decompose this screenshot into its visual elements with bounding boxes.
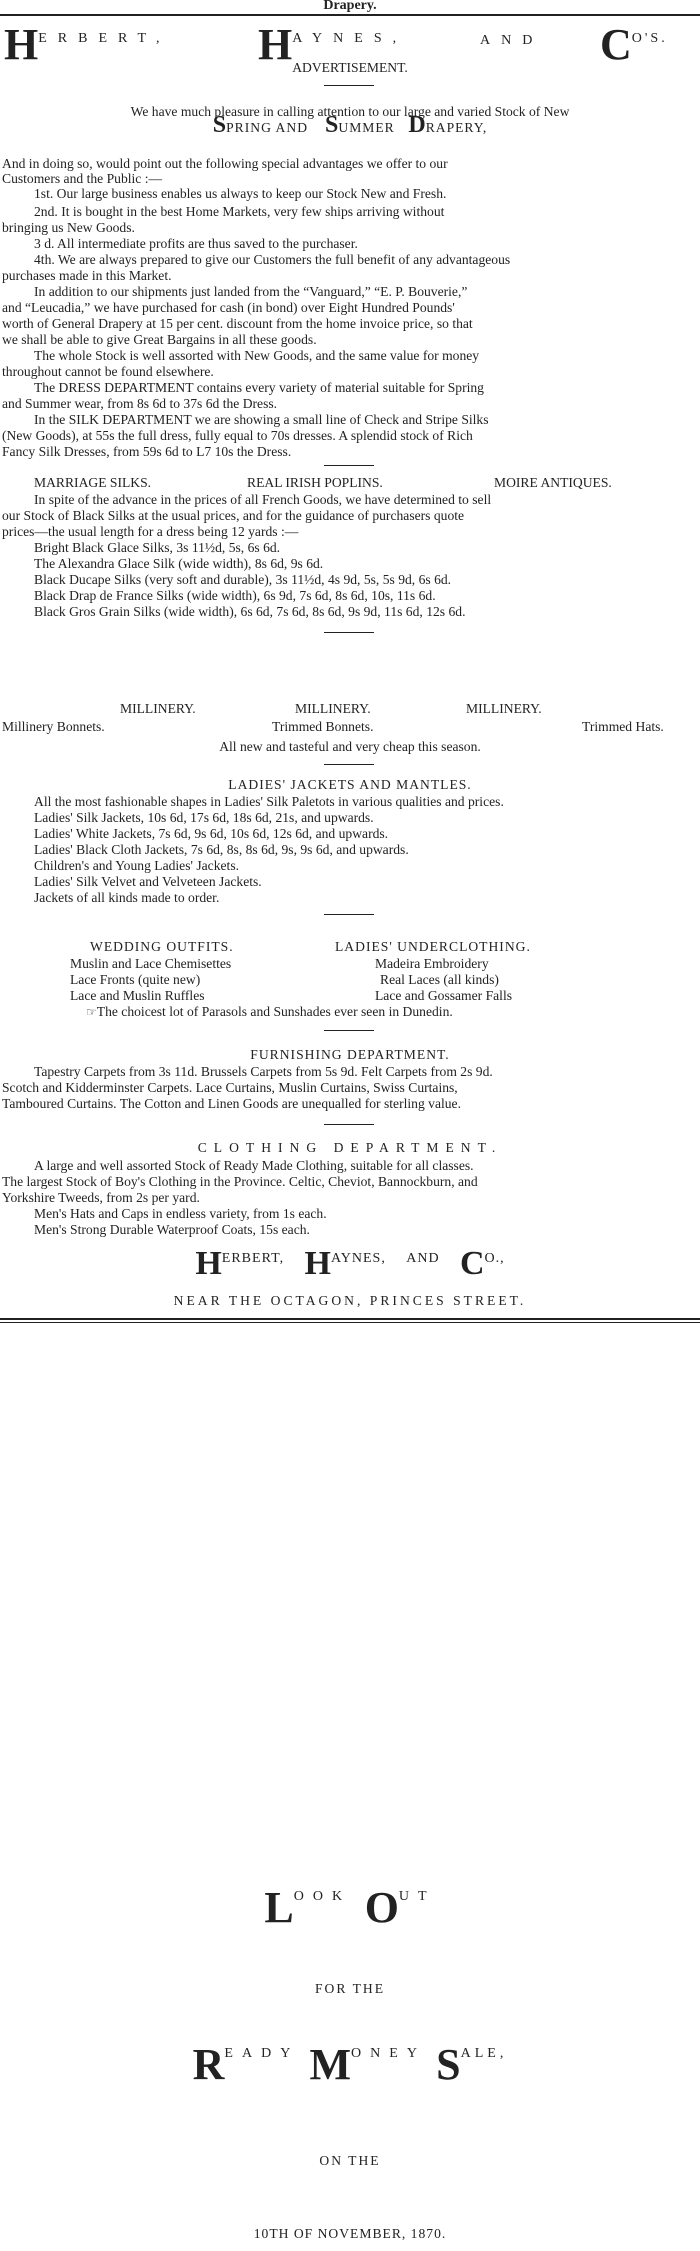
money-rest: ONEY (351, 2046, 426, 2061)
silk-price-5: Black Gros Grain Silks (wide width), 6s 6d, 7s 6d, 8s 6d, 9s 9d, 11s 6d, 12s 6d. (34, 604, 466, 619)
header-herbert-cap: H (4, 20, 39, 69)
silks-line3: prices—the usual length for a dress being 12 yards :— (2, 524, 299, 539)
jackets-heading: LADIES' JACKETS AND MANTLES. (228, 777, 472, 792)
wedding-item-2: Lace Fronts (quite new) (70, 972, 201, 987)
millinery-line: All new and tasteful and very cheap this season. (219, 739, 481, 754)
jacket-line-7: Jackets of all kinds made to order. (34, 890, 220, 905)
jacket-line-3: Ladies' White Jackets, 7s 6d, 9s 6d, 10s 6d, 12s 6d, and upwards. (34, 826, 389, 841)
summer-rest: UMMER (338, 120, 395, 135)
jacket-line-1: All the most fashionable shapes in Ladies' Silk Paletots in various qualities and prices. (34, 794, 504, 809)
para2-line4: we shall be able to give Great Bargains in all these goods. (2, 332, 317, 347)
spring-summer-heading (0, 112, 700, 145)
clothing-line-2: The largest Stock of Boy's Clothing in the Province. Celtic, Cheviot, Bannockburn, and (2, 1174, 478, 1189)
para2-line3: worth of General Drapery at 15 per cent. discount from the home invoice price, so that (2, 316, 473, 331)
signature-line (0, 1245, 700, 1284)
address-line: NEAR THE OCTAGON, PRINCES STREET. (173, 1293, 527, 1308)
short-rule (324, 764, 374, 765)
section-title: Drapery. (323, 0, 377, 13)
money-cap: M (309, 2040, 352, 2089)
silk-price-3: Black Ducape Silks (very soft and durable), 3s 11½d, 4s 9d, 5s, 5s 9d, 6s 6d. (34, 572, 452, 587)
look-cap: L (264, 1883, 294, 1932)
short-rule (324, 465, 374, 466)
sig-haynes-cap: H (304, 1245, 331, 1282)
furnishing-heading: FURNISHING DEPARTMENT. (250, 1047, 450, 1062)
silk-price-1: Bright Black Glace Silks, 3s 11½d, 5s, 6s 6d. (34, 540, 281, 555)
furnishing-line-2: Scotch and Kidderminster Carpets. Lace Curtains, Muslin Curtains, Swiss Curtains, (2, 1080, 458, 1095)
underclothing-item-1: Madeira Embroidery (375, 956, 489, 971)
header-and: AND (480, 33, 544, 48)
underclothing-heading: LADIES' UNDERCLOTHING. (335, 939, 531, 954)
header-herbert-rest: ERBERT, (38, 31, 171, 46)
sig-herbert-cap: H (195, 1245, 222, 1282)
wedding-item-1: Muslin and Lace Chemisettes (70, 956, 232, 971)
advert-bottom-rule (0, 1318, 700, 1320)
jacket-line-5: Children's and Young Ladies' Jackets. (34, 858, 240, 873)
short-rule (324, 1030, 374, 1031)
para3-line1: The whole Stock is well assorted with New Goods, and the same value for money (34, 348, 480, 363)
clothing-heading: CLOTHING DEPARTMENT. (197, 1140, 503, 1155)
intro-line: We have much pleasure in calling attention to our large and varied Stock of New (130, 104, 570, 119)
advert-bottom-rule-2 (0, 1322, 700, 1323)
clothing-line-1: A large and well assorted Stock of Ready Made Clothing, suitable for all classes. (34, 1158, 474, 1173)
underclothing-item-2: Real Laces (all kinds) (380, 972, 499, 987)
parasols-text: The choicest lot of Parasols and Sunshades ever seen in Dunedin. (96, 1004, 453, 1019)
trimmed-bonnets: Trimmed Bonnets. (272, 719, 374, 734)
short-rule (324, 914, 374, 915)
para1-line2: Customers and the Public :— (2, 171, 163, 186)
short-rule (324, 632, 374, 633)
sig-and: AND (406, 1251, 440, 1266)
sale-rest: ALE, (460, 2046, 508, 2061)
ready-cap: R (192, 2040, 225, 2089)
item-2-line2: bringing us New Goods. (2, 220, 135, 235)
drapery-rest: RAPERY, (425, 120, 488, 135)
para1-line1: And in doing so, would point out the following special advantages we offer to our (2, 156, 448, 171)
clothing-line-5: Men's Strong Durable Waterproof Coats, 15s each. (34, 1222, 310, 1237)
millinery-heading-2: MILLINERY. (295, 701, 371, 716)
summer-cap: S (325, 112, 339, 138)
wedding-outfits-heading: WEDDING OUTFITS. (90, 939, 234, 954)
short-rule (324, 1124, 374, 1125)
moire-antiques-heading: MOIRE ANTIQUES. (494, 475, 612, 490)
para5-line1: In the SILK DEPARTMENT we are showing a small line of Check and Stripe Silks (34, 412, 489, 427)
item-4-line1: 4th. We are always prepared to give our Customers the full benefit of any advantageous (34, 252, 511, 267)
sig-haynes-rest: AYNES, (330, 1251, 386, 1266)
jacket-line-2: Ladies' Silk Jackets, 10s 6d, 17s 6d, 18s 6d, 21s, and upwards. (34, 810, 374, 825)
sig-herbert-rest: ERBERT, (221, 1251, 285, 1266)
advert-subheader: ADVERTISEMENT. (292, 60, 408, 75)
out-cap: O (364, 1883, 399, 1932)
para2-line1: In addition to our shipments just landed from the “Vanguard,” “E. P. Bouverie,” (34, 284, 468, 299)
drapery-cap: D (408, 112, 426, 138)
furnishing-line-3: Tamboured Curtains. The Cotton and Linen Goods are unequalled for sterling value. (2, 1096, 461, 1111)
clothing-line-4: Men's Hats and Caps in endless variety, from 1s each. (34, 1206, 327, 1221)
ready-rest: EADY (224, 2046, 300, 2061)
spring-rest: PRING AND (226, 120, 309, 135)
para2-line2: and “Leucadia,” we have purchased for cash (in bond) over Eight Hundred Pounds' (2, 300, 455, 315)
marriage-silks-heading: MARRIAGE SILKS. (34, 475, 152, 490)
header-haynes-rest: AYNES, (292, 31, 408, 46)
sig-co-cap: C (459, 1245, 485, 1282)
jacket-line-4: Ladies' Black Cloth Jackets, 7s 6d, 8s, 8s 6d, 9s, 9s 6d, and upwards. (34, 842, 409, 857)
millinery-heading-3: MILLINERY. (466, 701, 542, 716)
parasols-line (86, 1003, 700, 1021)
millinery-heading-1: MILLINERY. (120, 701, 196, 716)
sig-co-rest: O., (484, 1251, 505, 1266)
look-out-heading (0, 1883, 700, 1938)
item-4-line2: purchases made in this Market. (2, 268, 172, 283)
silks-line1: In spite of the advance in the prices of all French Goods, we have determined to sell (34, 492, 492, 507)
out-rest: UT (398, 1889, 436, 1904)
sale-date: 10TH OF NOVEMBER, 1870. (253, 2226, 447, 2241)
irish-poplins-heading: REAL IRISH POPLINS. (247, 475, 383, 490)
para5-line2: (New Goods), at 55s the full dress, fully equal to 70s dresses. A splendid stock of Rich (2, 428, 473, 443)
item-3: 3 d. All intermediate profits are thus saved to the purchaser. (34, 236, 358, 251)
para3-line2: throughout cannot be found elsewhere. (2, 364, 214, 379)
on-the: ON THE (319, 2153, 381, 2168)
item-1: 1st. Our large business enables us always to keep our Stock New and Fresh. (34, 186, 447, 201)
look-rest: OOK (293, 1889, 352, 1904)
clothing-line-3: Yorkshire Tweeds, from 2s per yard. (2, 1190, 200, 1205)
para4-line1: The DRESS DEPARTMENT contains every variety of material suitable for Spring (34, 380, 484, 395)
section-rule (0, 14, 700, 16)
header-co-cap: C (600, 20, 632, 69)
for-the: FOR THE (314, 1981, 386, 1996)
silk-price-2: The Alexandra Glace Silk (wide width), 8s 6d, 9s 6d. (34, 556, 324, 571)
silks-line2: our Stock of Black Silks at the usual prices, and for the guidance of purchasers quote (2, 508, 465, 523)
item-2-line1: 2nd. It is bought in the best Home Markets, very few ships arriving without (34, 204, 445, 219)
short-rule (324, 85, 374, 86)
ready-money-sale-heading (0, 2040, 700, 2095)
furnishing-line-1: Tapestry Carpets from 3s 11d. Brussels Carpets from 5s 9d. Felt Carpets from 2s 9d. (34, 1064, 493, 1079)
para4-line2: and Summer wear, from 8s 6d to 37s 6d the Dress. (2, 396, 278, 411)
para5-line3: Fancy Silk Dresses, from 59s 6d to L7 10s the Dress. (2, 444, 292, 459)
spring-cap: S (212, 112, 227, 138)
underclothing-item-3: Lace and Gossamer Falls (375, 988, 513, 1003)
trimmed-hats: Trimmed Hats. (582, 719, 664, 734)
pointing-hand-icon: ☞ (86, 1005, 97, 1019)
millinery-bonnets: Millinery Bonnets. (2, 719, 105, 734)
header-haynes-cap: H (258, 20, 293, 69)
sale-cap: S (436, 2040, 461, 2089)
header-co-rest: O'S. (631, 31, 668, 46)
jacket-line-6: Ladies' Silk Velvet and Velveteen Jackets. (34, 874, 262, 889)
wedding-item-3: Lace and Muslin Ruffles (70, 988, 205, 1003)
silk-price-4: Black Drap de France Silks (wide width), 6s 9d, 7s 6d, 8s 6d, 10s, 11s 6d. (34, 588, 436, 603)
